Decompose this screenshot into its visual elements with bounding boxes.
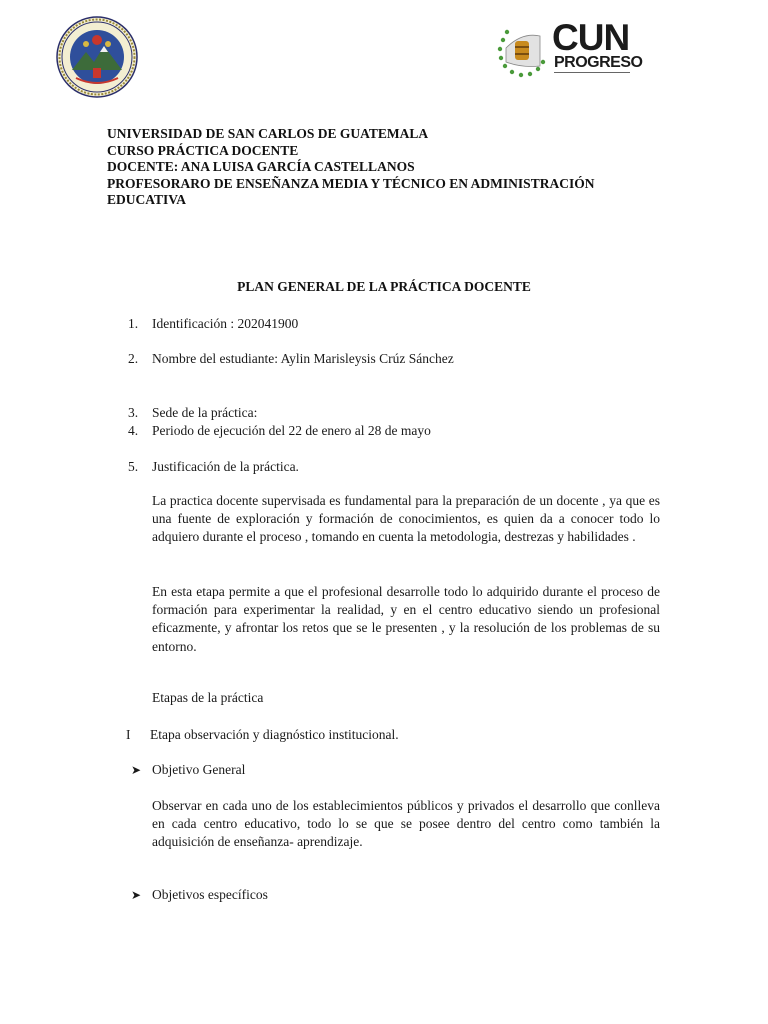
specific-objectives-label: Objetivos específicos (152, 887, 268, 902)
teacher-name: DOCENTE: ANA LUISA GARCÍA CASTELLANOS (107, 159, 415, 175)
university-seal-logo (56, 16, 138, 98)
cun-logo-tagline-rule (554, 72, 630, 77)
program-name-line1: PROFESORARO DE ENSEÑANZA MEDIA Y TÉCNICO EN ADMINISTRACIÓN (107, 175, 595, 191)
item-number: 3. (128, 405, 139, 420)
arrow-bullet-icon: ➤ (131, 888, 142, 902)
justification-item: Justificación de la práctica. (152, 459, 299, 474)
document-header (107, 126, 667, 209)
identification-item: Identificación : 202041900 (152, 316, 299, 331)
student-name-item: Nombre del estudiante: Aylin Marisleysis Crúz Sánchez (152, 351, 454, 366)
practice-site-item: Sede de la práctica: (152, 405, 258, 420)
execution-period-item: Periodo de ejecución del 22 de enero al 28 de mayo (152, 423, 431, 438)
university-name: UNIVERSIDAD DE SAN CARLOS DE GUATEMALA (107, 126, 429, 141)
general-objective-text: Observar en cada uno de los establecimientos públicos y privados el desarrollo que conlleva en cada centro educativo, todo lo se que se posee dentro del centro como también la adquisición de enseñanza- aprendizaje. (152, 798, 660, 850)
stage-roman-numeral: I (126, 727, 131, 742)
course-name: CURSO PRÁCTICA DOCENTE (107, 142, 299, 158)
item-number: 4. (128, 423, 139, 438)
arrow-bullet-icon: ➤ (131, 763, 142, 777)
item-number: 1. (128, 316, 139, 331)
stages-heading: Etapas de la práctica (152, 690, 264, 705)
justification-paragraph-2: En esta etapa permite a que el profesional desarrolle todo lo adquirido durante el proceso de formación para experimentar la realidad, y en el centro educativo siendo un profesional eficazmente, y afrontar los retos que se le presenten , y la resolución de los problemas de su entorno. (152, 584, 660, 654)
program-name-line2: EDUCATIVA (107, 192, 187, 208)
document-title: PLAN GENERAL DE LA PRÁCTICA DOCENTE (237, 279, 531, 294)
item-number: 2. (128, 351, 139, 366)
cun-logo-subtitle: PROGRESO (554, 54, 643, 71)
justification-paragraph-1: La practica docente supervisada es fundamental para la preparación de un docente , ya que es una fuente de exploración y formación de conocimientos, es quien da a conocer todo lo adquiero durante el proceso , tomando en cuenta la metodologia, destrezas y habilidades . (152, 493, 660, 545)
general-objective-label: Objetivo General (152, 762, 246, 777)
cun-logo-title: CUN (552, 17, 630, 58)
cun-progreso-logo (494, 17, 643, 80)
item-number: 5. (128, 459, 139, 474)
stage-one-title: Etapa observación y diagnóstico institucional. (150, 727, 399, 742)
cun-emblem-icon (494, 22, 552, 80)
